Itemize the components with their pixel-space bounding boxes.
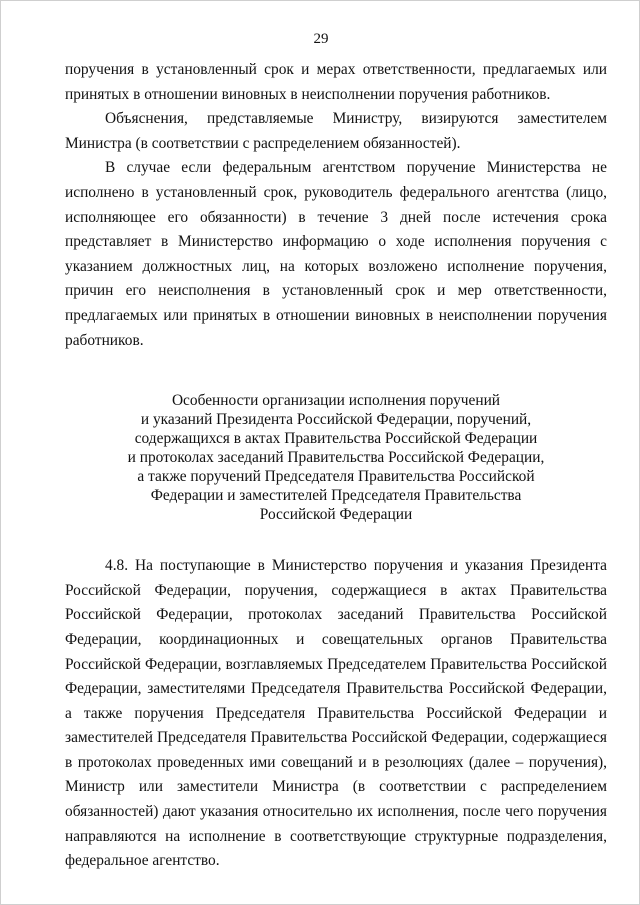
section-heading-line: и указаний Президента Российской Федерации, поручений,: [140, 411, 532, 429]
section-heading-line: Особенности организации исполнения поручений: [171, 392, 501, 410]
paragraph-continuation: поручения в установленный срок и мерах ответственности, предлагаемых или принятых в отношении виновных в неисполнении поручения работников.: [65, 61, 607, 103]
section-heading-line: содержащихся в актах Правительства Российской Федерации: [134, 430, 538, 448]
page-number: 29: [313, 31, 329, 47]
paragraph-explanations: Объяснения, представляемые Министру, визируются заместителем Министра (в соответствии с распределением обязанностей).: [65, 110, 607, 152]
section-heading-line: и протоколах заседаний Правительства Российской Федерации,: [127, 449, 545, 467]
section-heading-line: а также поручений Председателя Правительства Российской: [137, 468, 535, 486]
section-heading-line: Российской Федерации: [259, 506, 413, 524]
section-heading-line: Федерации и заместителей Председателя Правительства: [150, 487, 522, 505]
paragraph-clause-4-8: 4.8. На поступающие в Министерство поручения и указания Президента Российской Федерации, поручения, содержащиеся в актах Правительства Российской Федерации, протоколах заседаний Правительства Российской Федерации, координационных и совещательных органов Правительства Российской Федерации, возглавляемых Председателем Правительства Российской Федерации, заместителями Председателя Правительства Российской Федерации, а также поручения Председателя Правительства Российской Федерации и заместителей Председателя Правительства Российской Федерации, содержащиеся в протоколах проведенных ими совещаний и в резолюциях (далее – поручения), Министр или заместители Министра (в соответствии с распределением обязанностей) дают указания относительно их исполнения, после чего поручения направляются на исполнение в соответствующие структурные подразделения, федеральное агентство.: [65, 557, 607, 870]
paragraph-federal-agency: В случае если федеральным агентством поручение Министерства не исполнено в установленный срок, руководитель федерального агентства (лицо, исполняющее его обязанности) в течение 3 дней после истечения срока представляет в Министерство информацию о ходе исполнения поручения с указанием должностных лиц, на которых возложено исполнение поручения, причин его неисполнения в установленный срок и мер ответственности, предлагаемых или принятых в отношении виновных в неисполнении поручения работников.: [65, 159, 607, 349]
section-heading: [65, 391, 607, 524]
document-body: [65, 58, 607, 874]
